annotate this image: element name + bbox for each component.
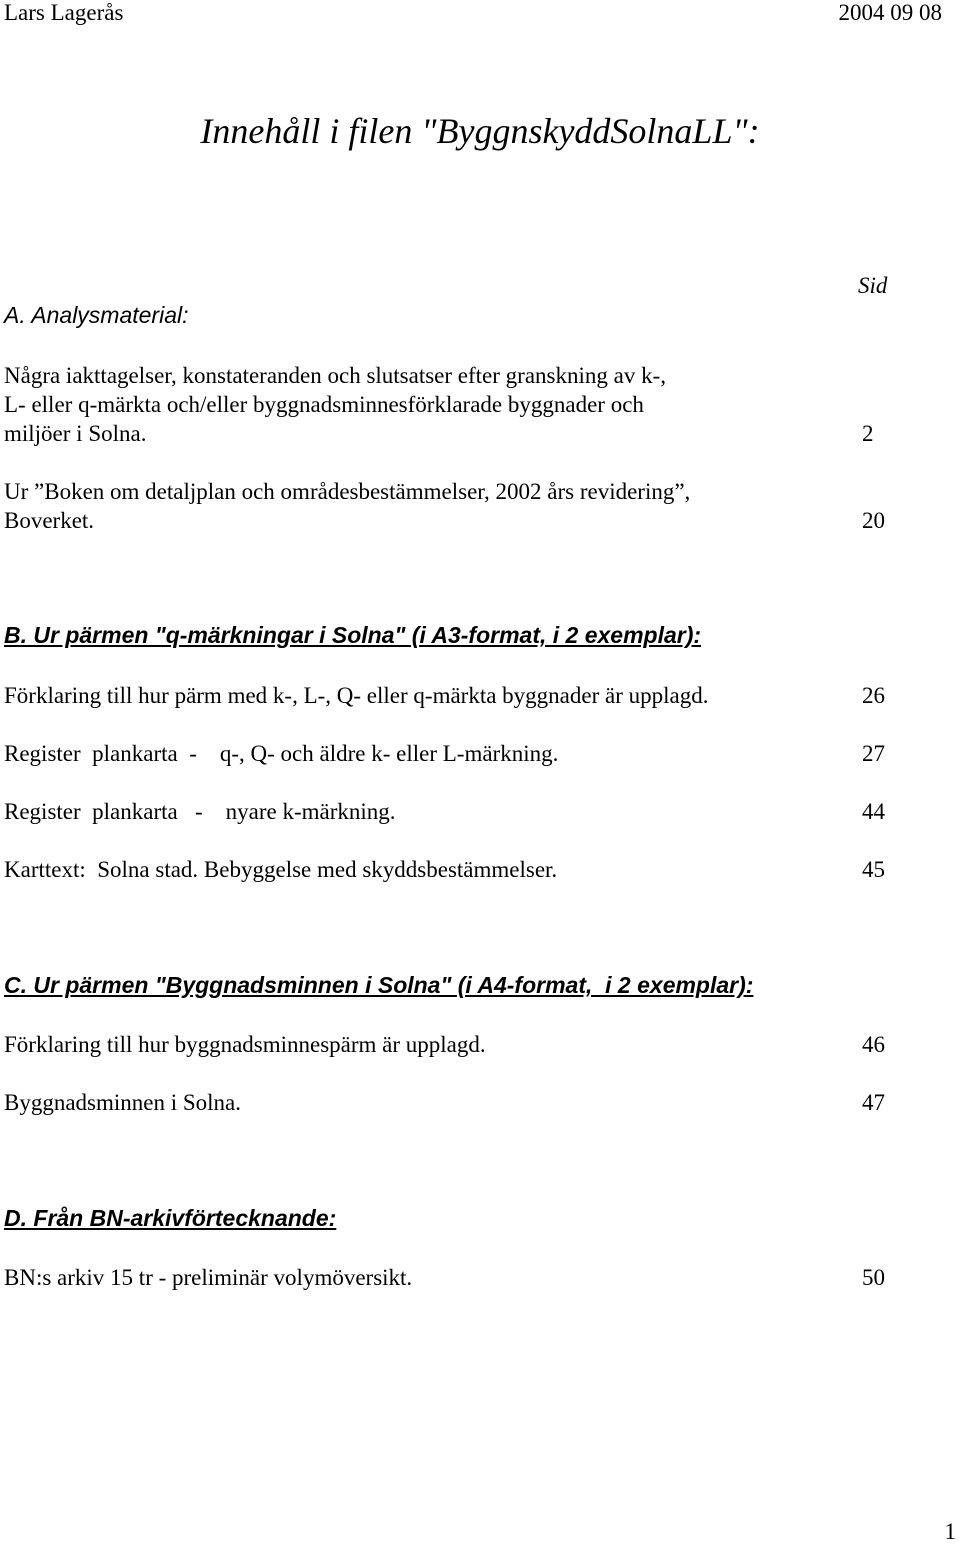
- section-a-entry1-line2: L- eller q-märkta och/eller byggnadsminnesförklarade byggnader och: [4, 392, 644, 417]
- section-d-entry-page: 50: [862, 1265, 885, 1290]
- section-c-entry-text: Förklaring till hur byggnadsminnespärm är upplagd.: [4, 1032, 486, 1057]
- section-a-entry2-page: 20: [862, 508, 885, 533]
- footer-page-number: 1: [944, 1519, 956, 1544]
- section-b-entry-text: Register plankarta - nyare k-märkning.: [4, 799, 396, 824]
- section-a-entry1-page: 2: [862, 421, 874, 446]
- section-b-entry-page: 44: [862, 799, 885, 824]
- section-c-entry-page: 46: [862, 1032, 885, 1057]
- section-c-entry-page: 47: [862, 1090, 885, 1115]
- section-b-entry-text: Karttext: Solna stad. Bebyggelse med skyddsbestämmelser.: [4, 857, 558, 882]
- section-b-entry-page: 27: [862, 741, 885, 766]
- section-a-entry2-line2: Boverket.: [4, 508, 95, 533]
- section-d-heading: D. Från BN-arkivförtecknande:: [4, 1205, 337, 1231]
- section-a-heading: A. Analysmaterial:: [4, 302, 189, 328]
- section-b-entry-text: Förklaring till hur pärm med k-, L-, Q- eller q-märkta byggnader är upplagd.: [4, 683, 709, 708]
- sid-column-label: Sid: [858, 273, 888, 298]
- section-a-entry1-line3: miljöer i Solna.: [4, 421, 147, 446]
- section-b-entry-page: 45: [862, 857, 885, 882]
- author-name: Lars Lagerås: [4, 0, 124, 25]
- section-b-heading: B. Ur pärmen "q-märkningar i Solna" (i A3-format, i 2 exemplar):: [4, 622, 702, 648]
- section-a-entry1-line1: Några iakttagelser, konstateranden och slutsatser efter granskning av k-,: [4, 363, 667, 388]
- section-b-entry-text: Register plankarta - q-, Q- och äldre k- eller L-märkning.: [4, 741, 559, 766]
- document-date: 2004 09 08: [838, 0, 942, 25]
- section-a-entry2-line1: Ur ”Boken om detaljplan och områdesbestämmelser, 2002 års revidering”,: [4, 479, 691, 504]
- page-title: Innehåll i filen "ByggnskyddSolnaLL":: [200, 111, 760, 151]
- section-d-entry-text: BN:s arkiv 15 tr - preliminär volymöversikt.: [4, 1265, 413, 1290]
- section-c-heading: C. Ur pärmen "Byggnadsminnen i Solna" (i A4-format, i 2 exemplar):: [4, 972, 754, 998]
- section-c-entry-text: Byggnadsminnen i Solna.: [4, 1090, 242, 1115]
- section-b-entry-page: 26: [862, 683, 885, 708]
